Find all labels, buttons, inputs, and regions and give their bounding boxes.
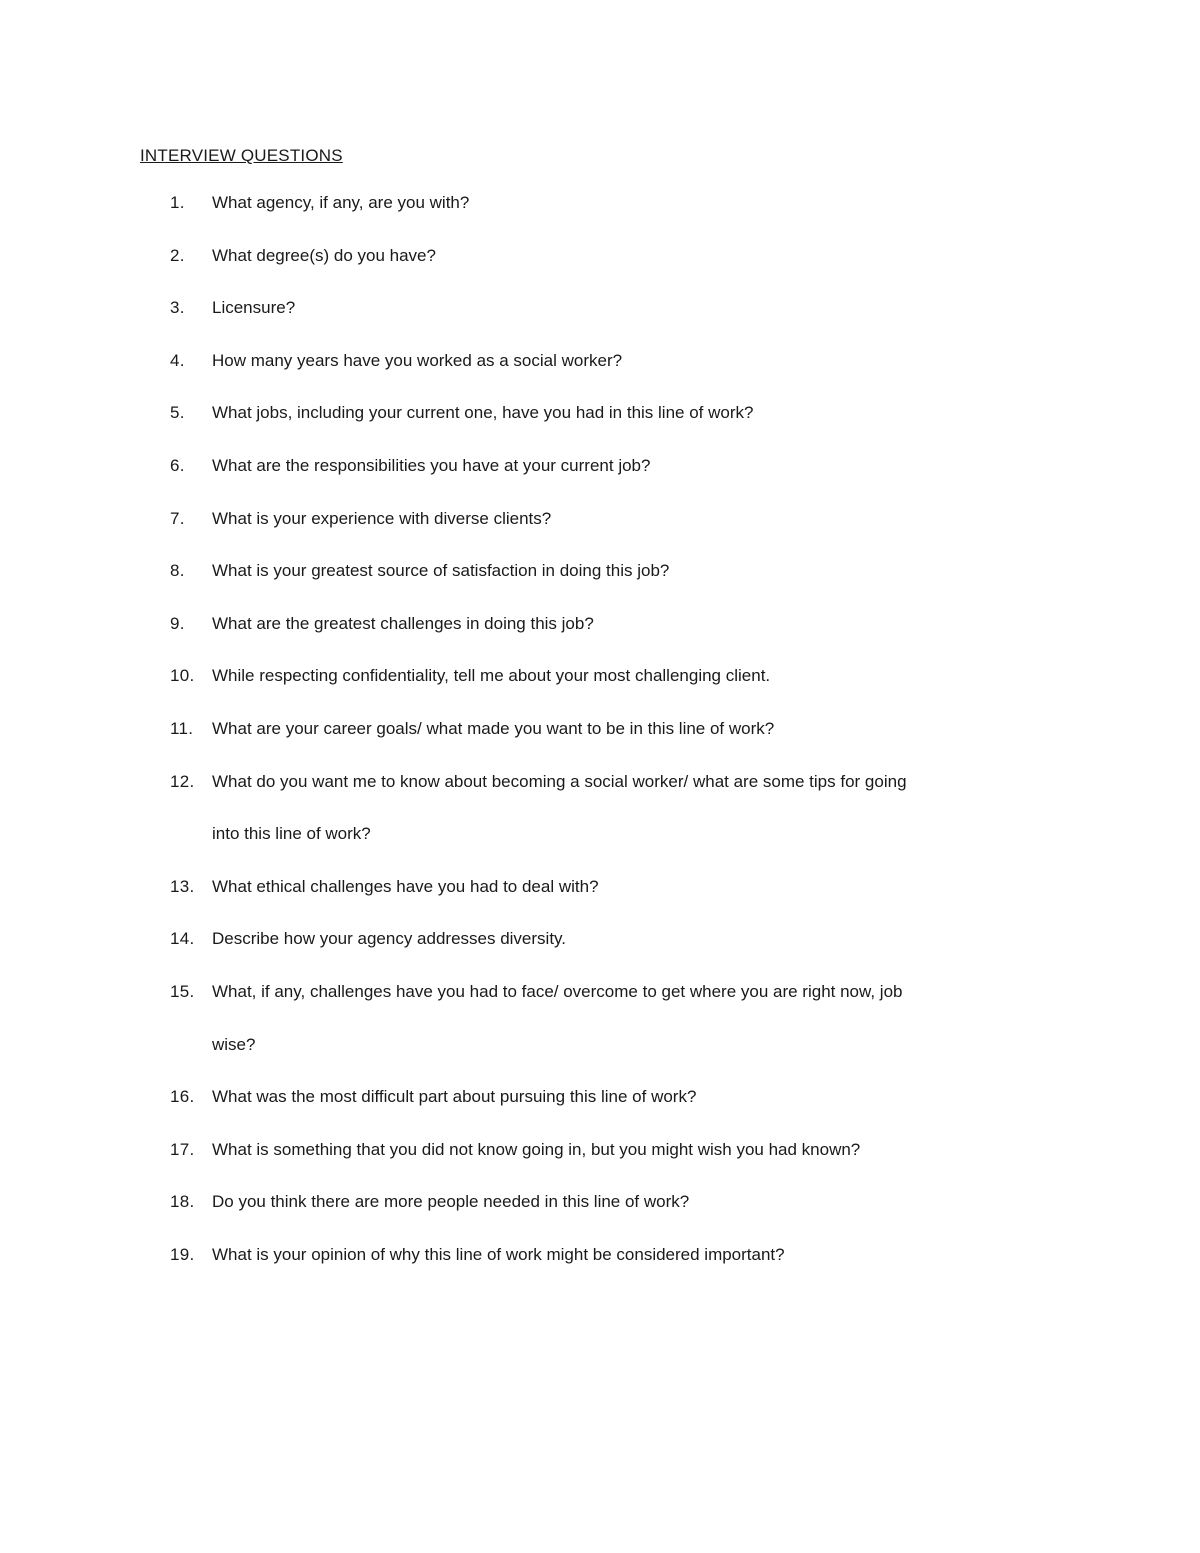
question-item xyxy=(0,506,1200,559)
question-item xyxy=(0,926,1200,979)
question-text-line: What is your experience with diverse clients? xyxy=(212,508,552,528)
question-text-line: What was the most difficult part about pursuing this line of work? xyxy=(212,1087,697,1107)
question-text xyxy=(212,716,1042,769)
question-text-line: While respecting confidentiality, tell me about your most challenging client. xyxy=(212,666,771,686)
question-number: 16. xyxy=(170,1087,195,1107)
question-number: 19. xyxy=(170,1244,195,1264)
question-number: 15. xyxy=(170,981,195,1001)
question-number: 5. xyxy=(170,403,185,423)
question-text xyxy=(212,506,1042,559)
question-text-line: What is your greatest source of satisfaction in doing this job? xyxy=(212,561,670,581)
document-title: INTERVIEW QUESTIONS xyxy=(140,146,343,165)
question-text xyxy=(212,1189,1042,1242)
question-text xyxy=(212,769,1042,874)
question-item xyxy=(0,874,1200,927)
question-item xyxy=(0,400,1200,453)
question-item xyxy=(0,663,1200,716)
question-text xyxy=(212,926,1042,979)
question-text xyxy=(212,400,1042,453)
question-item xyxy=(0,1242,1200,1295)
question-text xyxy=(212,190,1042,243)
question-item xyxy=(0,348,1200,401)
question-number: 1. xyxy=(170,193,185,212)
question-text-line: What jobs, including your current one, have you had in this line of work? xyxy=(212,403,754,423)
question-text-line: Do you think there are more people needed in this line of work? xyxy=(212,1192,690,1212)
question-text xyxy=(212,295,1042,348)
question-number: 4. xyxy=(170,350,185,370)
question-text xyxy=(212,611,1042,664)
question-number: 3. xyxy=(170,298,185,318)
question-text-line: What agency, if any, are you with? xyxy=(212,193,470,212)
question-text-line: What ethical challenges have you had to deal with? xyxy=(212,876,599,896)
question-text xyxy=(212,453,1042,506)
question-number: 8. xyxy=(170,561,185,581)
question-text-line: Licensure? xyxy=(212,298,296,318)
question-number: 12. xyxy=(170,771,195,791)
question-item xyxy=(0,611,1200,664)
question-item xyxy=(0,979,1200,1084)
question-item xyxy=(0,190,1200,243)
question-text-line: What do you want me to know about becoming a social worker/ what are some tips for going xyxy=(212,771,907,791)
question-number: 18. xyxy=(170,1192,195,1212)
question-number: 6. xyxy=(170,455,185,475)
question-number: 2. xyxy=(170,245,185,265)
question-item xyxy=(0,1189,1200,1242)
question-text-line: What are the greatest challenges in doing this job? xyxy=(212,613,594,633)
question-text-line: What is your opinion of why this line of work might be considered important? xyxy=(212,1244,785,1264)
question-text xyxy=(212,663,1042,716)
question-number: 11. xyxy=(170,718,194,738)
question-text-line: What is something that you did not know going in, but you might wish you had known? xyxy=(212,1139,861,1159)
question-number: 17. xyxy=(170,1139,195,1159)
question-text xyxy=(212,243,1042,296)
question-number: 10. xyxy=(170,666,195,686)
question-item xyxy=(0,558,1200,611)
question-number: 14. xyxy=(170,929,195,949)
question-text-line: into this line of work? xyxy=(212,824,371,844)
question-item xyxy=(0,1137,1200,1190)
question-text-line: What, if any, challenges have you had to face/ overcome to get where you are right now, job xyxy=(212,981,903,1001)
question-number: 7. xyxy=(170,508,185,528)
question-text xyxy=(212,979,1042,1084)
question-list xyxy=(0,190,1200,1294)
question-text-line: What are the responsibilities you have at your current job? xyxy=(212,455,651,475)
question-item xyxy=(0,295,1200,348)
question-item xyxy=(0,1084,1200,1137)
question-text xyxy=(212,558,1042,611)
question-text xyxy=(212,1242,1042,1295)
question-number: 13. xyxy=(170,876,195,896)
question-text-line: wise? xyxy=(212,1034,256,1054)
question-item xyxy=(0,453,1200,506)
question-text xyxy=(212,348,1042,401)
question-text xyxy=(212,1137,1042,1190)
question-item xyxy=(0,243,1200,296)
question-text-line: How many years have you worked as a social worker? xyxy=(212,350,623,370)
question-text-line: What are your career goals/ what made you want to be in this line of work? xyxy=(212,718,775,738)
question-text-line: Describe how your agency addresses diversity. xyxy=(212,929,567,949)
question-item xyxy=(0,769,1200,874)
question-text xyxy=(212,1084,1042,1137)
question-number: 9. xyxy=(170,613,185,633)
question-text-line: What degree(s) do you have? xyxy=(212,245,436,265)
question-text xyxy=(212,874,1042,927)
question-item xyxy=(0,716,1200,769)
